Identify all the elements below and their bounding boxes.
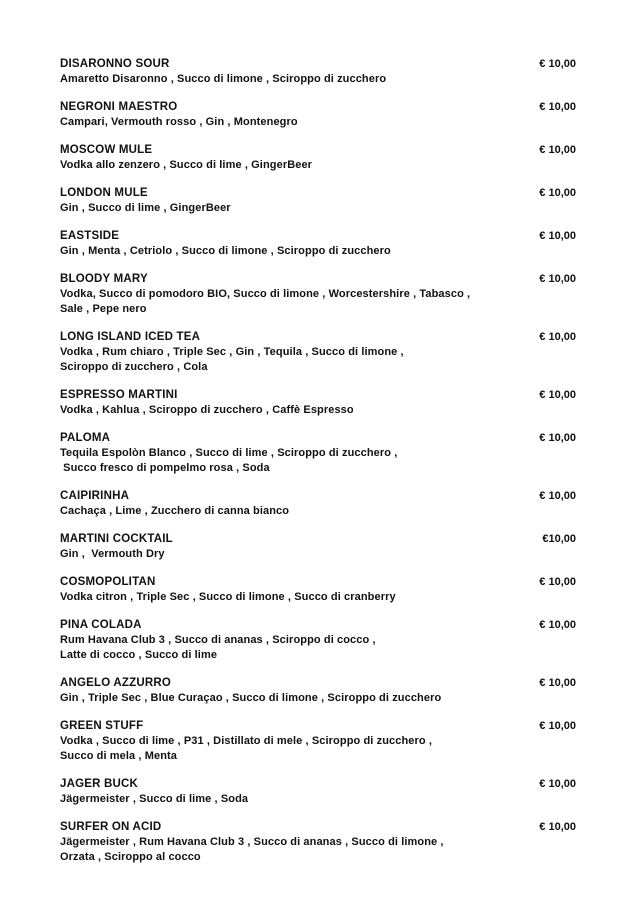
menu-item: [60, 330, 576, 375]
menu-item-header: [60, 618, 576, 633]
ingredient-line: Vodka citron , Triple Sec , Succo di limone , Succo di cranberry: [60, 591, 396, 603]
cocktail-price: € 10,00: [539, 778, 576, 790]
cocktail-name: MARTINI COCKTAIL: [60, 533, 173, 545]
cocktail-name: NEGRONI MAESTRO: [60, 101, 178, 113]
cocktail-ingredients: [60, 590, 576, 605]
cocktail-price: € 10,00: [539, 432, 576, 444]
menu-item-header: [60, 719, 576, 734]
cocktail-price: € 10,00: [539, 187, 576, 199]
cocktail-name: CAIPIRINHA: [60, 490, 130, 502]
cocktail-ingredients: [60, 403, 576, 418]
menu-item-header: [60, 431, 576, 446]
cocktail-name: BLOODY MARY: [60, 273, 148, 285]
ingredient-line: Gin , Succo di lime , GingerBeer: [60, 202, 231, 214]
cocktail-price: € 10,00: [539, 101, 576, 113]
cocktail-price: € 10,00: [539, 576, 576, 588]
cocktail-ingredients: [60, 158, 576, 173]
cocktail-price: € 10,00: [539, 58, 576, 70]
cocktail-name: GREEN STUFF: [60, 720, 144, 732]
menu-item-header: [60, 186, 576, 201]
menu-item-header: [60, 532, 576, 547]
cocktail-name: ESPRESSO MARTINI: [60, 389, 178, 401]
cocktail-price: € 10,00: [539, 677, 576, 689]
cocktail-price: €10,00: [542, 533, 576, 545]
cocktail-name: ANGELO AZZURRO: [60, 677, 171, 689]
ingredient-line: Tequila Espolòn Blanco , Succo di lime , Sciroppo di zucchero ,: [60, 447, 398, 459]
cocktail-name: COSMOPOLITAN: [60, 576, 156, 588]
cocktail-price: € 10,00: [539, 821, 576, 833]
ingredient-line: Succo fresco di pompelmo rosa , Soda: [60, 462, 270, 474]
ingredient-line: Jägermeister , Succo di lime , Soda: [60, 793, 249, 805]
cocktail-price: € 10,00: [539, 720, 576, 732]
cocktail-name: SURFER ON ACID: [60, 821, 162, 833]
menu-item: [60, 186, 576, 216]
ingredient-line: Vodka , Rum chiaro , Triple Sec , Gin , Tequila , Succo di limone ,: [60, 346, 404, 358]
cocktail-name: PINA COLADA: [60, 619, 142, 631]
ingredient-line: Rum Havana Club 3 , Succo di ananas , Sciroppo di cocco ,: [60, 634, 376, 646]
menu-item-header: [60, 777, 576, 792]
ingredient-line: Gin , Vermouth Dry: [60, 548, 165, 560]
cocktail-price: € 10,00: [539, 389, 576, 401]
cocktail-price: € 10,00: [539, 273, 576, 285]
menu-item-header: [60, 820, 576, 835]
menu-item-header: [60, 100, 576, 115]
ingredient-line: Vodka allo zenzero , Succo di lime , GingerBeer: [60, 159, 313, 171]
cocktail-price: € 10,00: [539, 230, 576, 242]
menu-item-header: [60, 489, 576, 504]
menu-item-header: [60, 388, 576, 403]
menu-item: [60, 272, 576, 317]
cocktail-ingredients: [60, 287, 576, 317]
cocktail-ingredients: [60, 115, 576, 130]
cocktail-name: DISARONNO SOUR: [60, 58, 170, 70]
cocktail-ingredients: [60, 446, 576, 476]
menu-item-header: [60, 330, 576, 345]
cocktail-ingredients: [60, 345, 576, 375]
menu-item-header: [60, 575, 576, 590]
menu-item-header: [60, 143, 576, 158]
ingredient-line: Gin , Menta , Cetriolo , Succo di limone , Sciroppo di zucchero: [60, 245, 391, 257]
menu-item: [60, 431, 576, 476]
menu-item: [60, 618, 576, 663]
ingredient-line: Sale , Pepe nero: [60, 303, 147, 315]
menu-item-header: [60, 229, 576, 244]
ingredient-line: Amaretto Disaronno , Succo di limone , Sciroppo di zucchero: [60, 73, 387, 85]
cocktail-ingredients: [60, 835, 576, 865]
menu-item-header: [60, 272, 576, 287]
menu-item: [60, 777, 576, 807]
cocktail-name: LONG ISLAND ICED TEA: [60, 331, 201, 343]
cocktail-price: € 10,00: [539, 144, 576, 156]
menu-item: [60, 100, 576, 130]
cocktail-name: MOSCOW MULE: [60, 144, 153, 156]
cocktail-ingredients: [60, 792, 576, 807]
ingredient-line: Latte di cocco , Succo di lime: [60, 649, 218, 661]
ingredient-line: Sciroppo di zucchero , Cola: [60, 361, 208, 373]
cocktail-ingredients: [60, 504, 576, 519]
ingredient-line: Jägermeister , Rum Havana Club 3 , Succo di ananas , Succo di limone ,: [60, 836, 444, 848]
ingredient-line: Vodka , Kahlua , Sciroppo di zucchero , Caffè Espresso: [60, 404, 354, 416]
menu-item: [60, 575, 576, 605]
cocktail-ingredients: [60, 72, 576, 87]
cocktail-ingredients: [60, 244, 576, 259]
menu-item: [60, 676, 576, 706]
cocktail-name: PALOMA: [60, 432, 111, 444]
menu-item: [60, 388, 576, 418]
menu-item: [60, 57, 576, 87]
menu-item: [60, 719, 576, 764]
ingredient-line: Vodka, Succo di pomodoro BIO, Succo di limone , Worcestershire , Tabasco ,: [60, 288, 471, 300]
cocktail-ingredients: [60, 201, 576, 216]
cocktail-ingredients: [60, 633, 576, 663]
ingredient-line: Orzata , Sciroppo al cocco: [60, 851, 201, 863]
menu-list: [60, 57, 576, 865]
menu-item: [60, 820, 576, 865]
menu-item-header: [60, 676, 576, 691]
menu-item: [60, 489, 576, 519]
cocktail-ingredients: [60, 547, 576, 562]
cocktail-ingredients: [60, 734, 576, 764]
ingredient-line: Vodka , Succo di lime , P31 , Distillato di mele , Sciroppo di zucchero ,: [60, 735, 433, 747]
menu-item: [60, 229, 576, 259]
ingredient-line: Succo di mela , Menta: [60, 750, 178, 762]
ingredient-line: Gin , Triple Sec , Blue Curaçao , Succo di limone , Sciroppo di zucchero: [60, 692, 442, 704]
menu-item-header: [60, 57, 576, 72]
cocktail-price: € 10,00: [539, 331, 576, 343]
ingredient-line: Cachaça , Lime , Zucchero di canna bianco: [60, 505, 290, 517]
menu-item: [60, 143, 576, 173]
cocktail-ingredients: [60, 691, 576, 706]
cocktail-name: LONDON MULE: [60, 187, 148, 199]
ingredient-line: Campari, Vermouth rosso , Gin , Montenegro: [60, 116, 298, 128]
cocktail-price: € 10,00: [539, 619, 576, 631]
menu-item: [60, 532, 576, 562]
cocktail-name: JAGER BUCK: [60, 778, 139, 790]
cocktail-price: € 10,00: [539, 490, 576, 502]
cocktail-name: EASTSIDE: [60, 230, 120, 242]
